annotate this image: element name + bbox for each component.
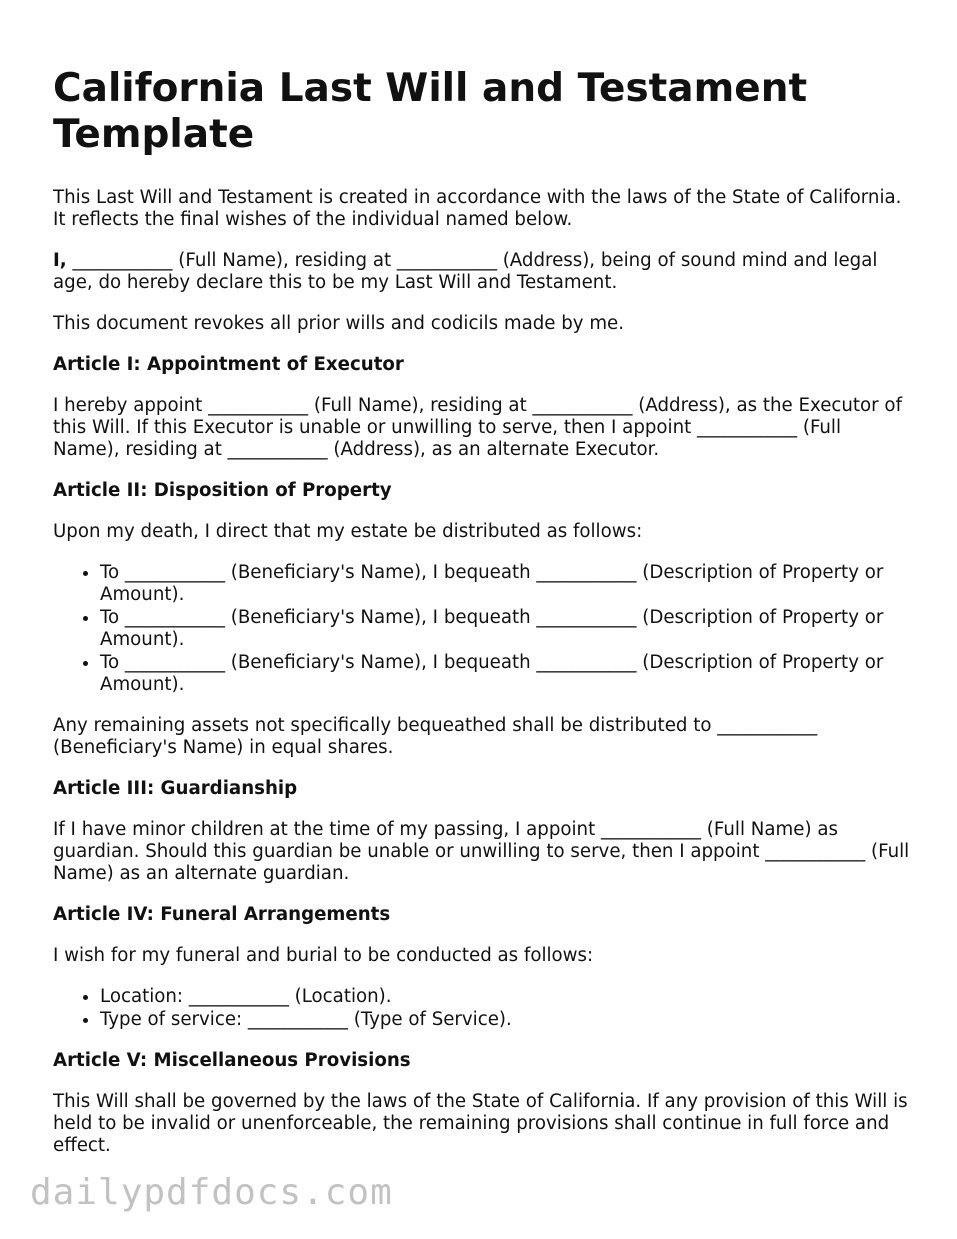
bequest-item: • To ___________ (Beneficiary's Name), I bequeath ___________ (Description of Property or Amount). [100, 652, 913, 696]
funeral-item: • Location: ___________ (Location). [100, 986, 913, 1008]
bequest-item: • To ___________ (Beneficiary's Name), I bequeath ___________ (Description of Property or Amount). [100, 607, 913, 651]
document-page [53, 66, 913, 1176]
article-2-intro: Upon my death, I direct that my estate be distributed as follows: [53, 521, 643, 542]
declaration-text: ___________ (Full Name), residing at ___________ (Address), being of sound mind and legal age, do hereby declare this to be my Last Will and Testament. [53, 250, 878, 293]
document-title: California Last Will and Testament Template [53, 66, 808, 157]
article-1-text: I hereby appoint ___________ (Full Name), residing at ___________ (Address), as the Executor of this Will. If this Executor is unable or unwilling to serve, then I appoint ___________ (Full Name), residing at ___________ (Address), as an alternate Executor. [53, 395, 902, 460]
article-1-heading: Article I: Appointment of Executor [53, 354, 404, 375]
bequest-item: • To ___________ (Beneficiary's Name), I bequeath ___________ (Description of Property or Amount). [100, 562, 913, 606]
article-3-heading: Article III: Guardianship [53, 778, 298, 799]
funeral-list [53, 986, 913, 1031]
revocation-paragraph: This document revokes all prior wills and codicils made by me. [53, 313, 625, 334]
article-4-heading: Article IV: Funeral Arrangements [53, 904, 391, 925]
funeral-item: • Type of service: ___________ (Type of Service). [100, 1009, 913, 1031]
article-5-text: This Will shall be governed by the laws of the State of California. If any provision of this Will is held to be invalid or unenforceable, the remaining provisions shall continue in full force and effect. [53, 1091, 908, 1156]
declaration-paragraph [53, 250, 913, 294]
article-3-text: If I have minor children at the time of my passing, I appoint ___________ (Full Name) as guardian. Should this guardian be unable or unwilling to serve, then I appoint ___________ (Full Name) as an alternate guardian. [53, 819, 910, 884]
article-2-heading: Article II: Disposition of Property [53, 480, 392, 501]
article-5-heading: Article V: Miscellaneous Provisions [53, 1050, 411, 1071]
declaration-lead: I, [53, 250, 67, 271]
article-4-intro: I wish for my funeral and burial to be conducted as follows: [53, 945, 594, 966]
watermark: dailypdfdocs.com [30, 1172, 393, 1213]
bequest-list [53, 562, 913, 696]
intro-paragraph: This Last Will and Testament is created in accordance with the laws of the State of California. It reflects the final wishes of the individual named below. [53, 187, 902, 230]
article-2-remainder: Any remaining assets not specifically bequeathed shall be distributed to ___________ (Beneficiary's Name) in equal shares. [53, 715, 818, 758]
